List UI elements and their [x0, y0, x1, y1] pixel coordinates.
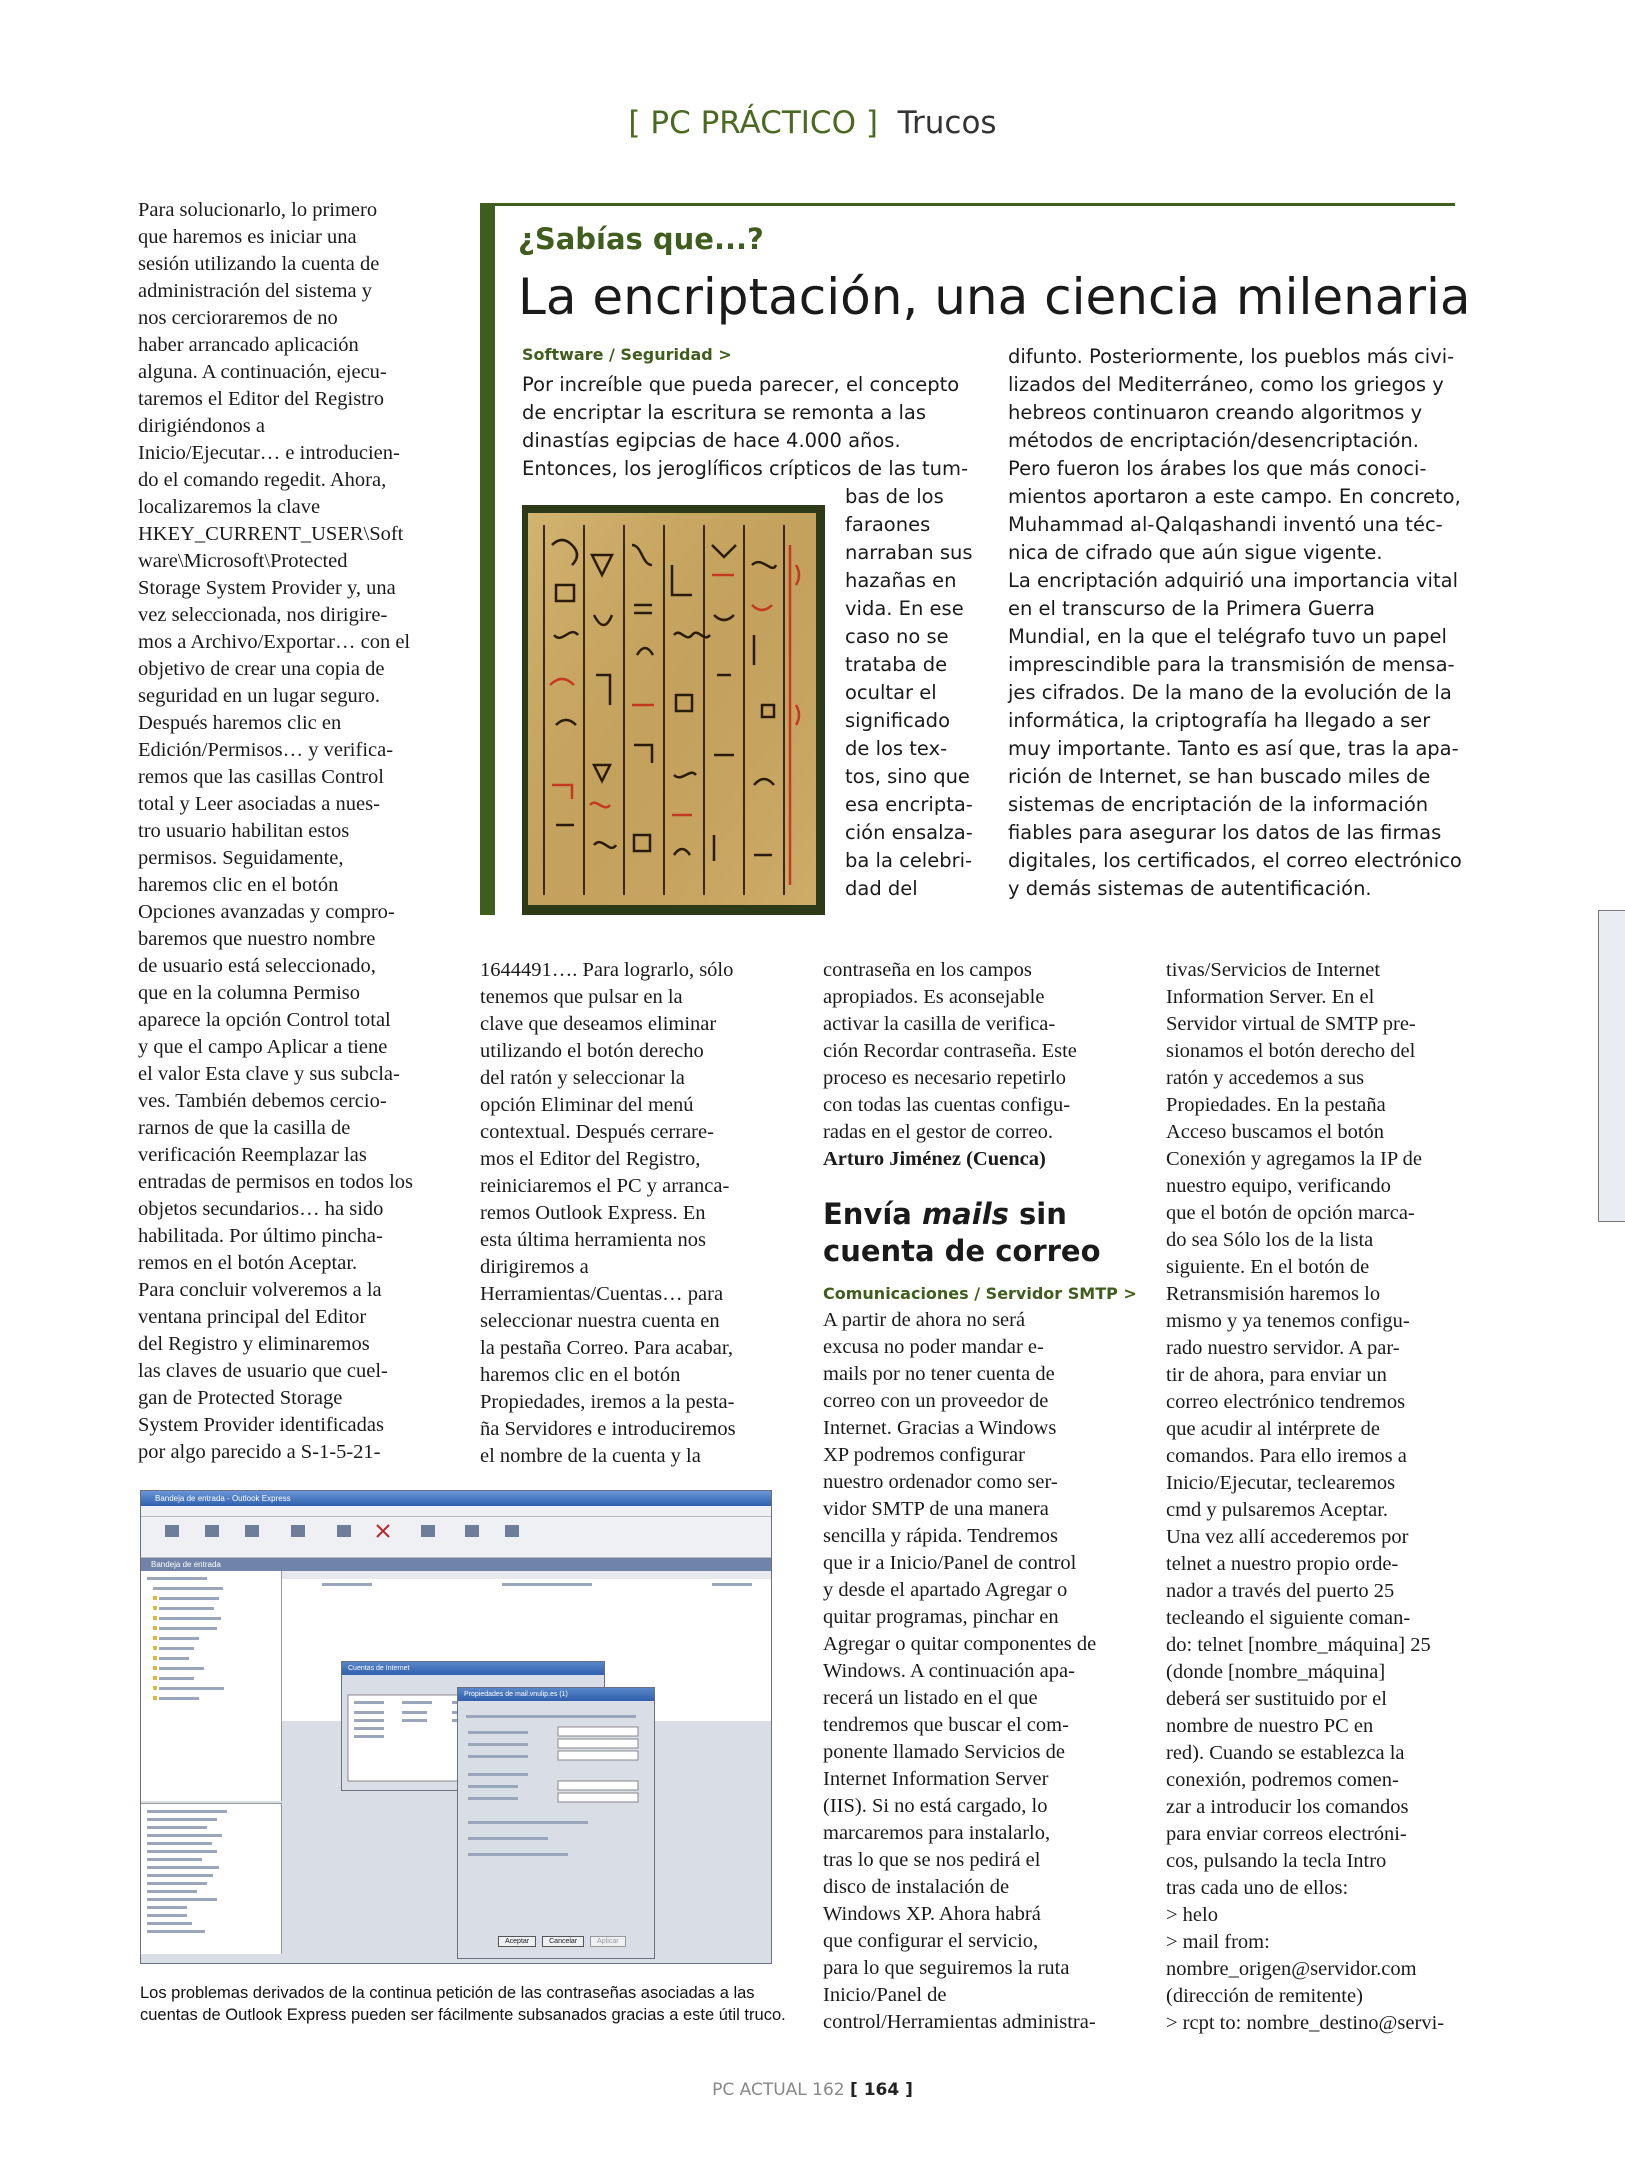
body-text-line: que el botón de opción marca-: [1166, 1202, 1415, 1224]
caption-line: cuentas de Outlook Express pueden ser fácilmente subsanados gracias a este útil truco.: [140, 2006, 786, 2024]
article2-title: [823, 1196, 1101, 1270]
body-text-line: quitar programas, pinchar en: [823, 1606, 1059, 1628]
body-text-line: nos cercioraremos de no: [138, 307, 338, 329]
body-text-line: Propiedades, iremos a la pesta-: [480, 1391, 735, 1413]
body-text-line: XP podremos configurar: [823, 1444, 1025, 1466]
body-text-line: control/Herramientas administra-: [823, 2011, 1096, 2033]
box-text-line: ocultar el: [845, 681, 937, 704]
body-text-line: gan de Protected Storage: [138, 1387, 343, 1409]
body-text-line: siguiente. En el botón de: [1166, 1256, 1370, 1278]
body-text-line: red). Cuando se establezca la: [1166, 1742, 1405, 1764]
body-text-line: nombre_origen@servidor.com: [1166, 1958, 1417, 1980]
body-text-line: con todas las cuentas configu-: [823, 1094, 1071, 1116]
box-text-line: rición de Internet, se han buscado miles de: [1008, 765, 1431, 788]
body-text-line: que acudir al intérprete de: [1166, 1418, 1380, 1440]
body-text-line: remos Outlook Express. En: [480, 1202, 706, 1224]
body-text-line: Después haremos clic en: [138, 712, 342, 734]
body-text-line: dirigiéndonos a: [138, 415, 265, 437]
hieroglyph-papyrus-picture: [522, 505, 825, 915]
magazine-issue: PC ACTUAL 162: [712, 2080, 845, 2100]
body-text-line: correo electrónico tendremos: [1166, 1391, 1406, 1413]
body-text-line: sencilla y rápida. Tendremos: [823, 1525, 1058, 1547]
body-text-line: excusa no poder mandar e-: [823, 1336, 1044, 1358]
box-text-line: de encriptar la escritura se remonta a las: [522, 401, 927, 424]
body-text-line: Inicio/Ejecutar, teclearemos: [1166, 1472, 1396, 1494]
papyrus-image: [522, 505, 825, 915]
body-text-line: del ratón y seleccionar la: [480, 1067, 685, 1089]
box-text-line: ba la celebri-: [845, 849, 973, 872]
body-text-line: Edición/Permisos… y verifica-: [138, 739, 394, 761]
box-text-line: difunto. Posteriormente, los pueblos más civi-: [1008, 345, 1455, 368]
body-text-line: Internet Information Server: [823, 1768, 1049, 1790]
box-text-line: esa encripta-: [845, 793, 973, 816]
body-text-line: Herramientas/Cuentas… para: [480, 1283, 724, 1305]
body-text-line: Inicio/Ejecutar… e introducien-: [138, 442, 400, 464]
properties-dialog: [457, 1687, 655, 1959]
body-text-line: que haremos es iniciar una: [138, 226, 357, 248]
body-text-line: ña Servidores e introduciremos: [480, 1418, 736, 1440]
body-text-line: ratón y accedemos a sus: [1166, 1067, 1365, 1089]
body-text-line: utilizando el botón derecho: [480, 1040, 704, 1062]
body-text-line: ponente llamado Servicios de: [823, 1741, 1065, 1763]
body-text-line: tro usuario habilitan estos: [138, 820, 350, 842]
box-tag: Software / Seguridad >: [522, 345, 732, 364]
caption-line: Los problemas derivados de la continua petición de las contraseñas asociadas a las: [140, 1984, 755, 2002]
body-text-line: el nombre de la cuenta y la: [480, 1445, 701, 1467]
adjacent-page-image-fragment: [1598, 910, 1625, 1222]
properties-dialog-title: Propiedades de mail.vnulip.es (1): [458, 1688, 654, 1701]
box-kicker: ¿Sabías que...?: [518, 222, 764, 256]
body-text-line: Conexión y agregamos la IP de: [1166, 1148, 1422, 1170]
body-text-line: (donde [nombre_máquina]: [1166, 1661, 1386, 1683]
article2-title-part-a: Envía: [823, 1197, 922, 1231]
box-text-line: caso no se: [845, 625, 949, 648]
box-text-line: Mundial, en la que el telégrafo tuvo un papel: [1008, 625, 1447, 648]
box-text-line: vida. En ese: [845, 597, 964, 620]
body-text-line: do: telnet [nombre_máquina] 25: [1166, 1634, 1431, 1656]
body-text-line: sionamos el botón derecho del: [1166, 1040, 1416, 1062]
properties-dialog-body: [458, 1701, 652, 1931]
body-text-line: nombre de nuestro PC en: [1166, 1715, 1374, 1737]
box-text-line: dinastías egipcias de hace 4.000 años.: [522, 429, 901, 452]
body-text-line: alguna. A continuación, ejecu-: [138, 361, 387, 383]
body-text-line: Storage System Provider y, una: [138, 577, 396, 599]
body-text-line: baremos que nuestro nombre: [138, 928, 376, 950]
body-text-line: Acceso buscamos el botón: [1166, 1121, 1385, 1143]
section-label: [ PC PRÁCTICO ]: [628, 105, 878, 141]
body-text-line: radas en el gestor de correo.: [823, 1121, 1053, 1143]
body-text-line: Information Server. En el: [1166, 986, 1375, 1008]
body-text-line: Para solucionarlo, lo primero: [138, 199, 378, 221]
author-credit: Arturo Jiménez (Cuenca): [823, 1148, 1046, 1170]
body-text-line: esta última herramienta nos: [480, 1229, 706, 1251]
body-text-line: del Registro y eliminaremos: [138, 1333, 370, 1355]
body-text-line: para lo que seguiremos la ruta: [823, 1957, 1070, 1979]
cancel-button[interactable]: Cancelar: [542, 1936, 584, 1947]
apply-button[interactable]: Aplicar: [590, 1936, 625, 1947]
body-text-line: Windows XP. Ahora habrá: [823, 1903, 1041, 1925]
body-text-line: (dirección de remitente): [1166, 1985, 1363, 2007]
left-column: [138, 197, 438, 1466]
screenshot-toolbar: [141, 1517, 771, 1558]
body-text-line: objetos secundarios… ha sido: [138, 1198, 384, 1220]
body-text-line: y desde el apartado Agregar o: [823, 1579, 1068, 1601]
box-top-rule: [480, 203, 1455, 206]
body-text-line: A partir de ahora no será: [823, 1309, 1026, 1331]
folder-tree: [141, 1571, 282, 1801]
body-text-line: Una vez allí accederemos por: [1166, 1526, 1409, 1548]
body-text-line: conexión, podremos comen-: [1166, 1769, 1399, 1791]
box-text-line: Muhammad al-Qalqashandi inventó una téc-: [1008, 513, 1443, 536]
body-text-line: haremos clic en el botón: [138, 874, 339, 896]
box-text-line: sistemas de encriptación de la información: [1008, 793, 1429, 816]
body-text-line: mos el Editor del Registro,: [480, 1148, 701, 1170]
subsection-label: Trucos: [897, 105, 997, 141]
body-text-line: nuestro ordenador como ser-: [823, 1471, 1058, 1493]
body-text-line: entradas de permisos en todos los: [138, 1171, 413, 1193]
box-text-line: informática, la criptografía ha llegado a ser: [1008, 709, 1431, 732]
box-text-line: Entonces, los jeroglíficos crípticos de las tum-: [522, 457, 968, 480]
body-text-line: mismo y ya tenemos configu-: [1166, 1310, 1410, 1332]
body-text-line: dirigiremos a: [480, 1256, 589, 1278]
box-text-line: en el transcurso de la Primera Guerra: [1008, 597, 1375, 620]
body-text-line: rarnos de que la casilla de: [138, 1117, 351, 1139]
body-text-line: y que el campo Aplicar a tiene: [138, 1036, 388, 1058]
body-text-line: haremos clic en el botón: [480, 1364, 681, 1386]
box-text-line: faraones: [845, 513, 931, 536]
box-text-line: hazañas en: [845, 569, 957, 592]
body-text-line: tendremos que buscar el com-: [823, 1714, 1069, 1736]
body-text-line: reiniciaremos el PC y arranca-: [480, 1175, 730, 1197]
body-text-line: permisos. Seguidamente,: [138, 847, 344, 869]
body-text-line: ware\Microsoft\Protected: [138, 550, 348, 572]
body-text-line: Opciones avanzadas y compro-: [138, 901, 395, 923]
article2-title-italic: mails: [921, 1197, 1009, 1231]
box-text-line: lizados del Mediterráneo, como los griegos y: [1008, 373, 1444, 396]
box-left-bar: [480, 203, 495, 915]
box-text-line: La encriptación adquirió una importancia vital: [1008, 569, 1458, 592]
body-text-line: tir de ahora, para enviar un: [1166, 1364, 1387, 1386]
body-text-line: proceso es necesario repetirlo: [823, 1067, 1067, 1089]
body-text-line: haber arrancado aplicación: [138, 334, 359, 356]
body-text-line: tenemos que pulsar en la: [480, 986, 683, 1008]
screenshot-menubar: [141, 1506, 771, 1517]
box-text-line: métodos de encriptación/desencriptación.: [1008, 429, 1419, 452]
body-text-line: mos a Archivo/Exportar… con el: [138, 631, 411, 653]
contacts-list: [141, 1803, 282, 1954]
body-text-line: aparece la opción Control total: [138, 1009, 391, 1031]
body-text-line: tras lo que se nos pedirá el: [823, 1849, 1041, 1871]
body-text-line: nador a través del puerto 25: [1166, 1580, 1395, 1602]
body-text-line: Windows. A continuación apa-: [823, 1660, 1075, 1682]
toolbar-icons: [141, 1517, 771, 1557]
body-text-line: telnet a nuestro propio orde-: [1166, 1553, 1399, 1575]
box-text-line: Por increíble que pueda parecer, el concepto: [522, 373, 960, 396]
body-text-line: do sea Sólo los de la lista: [1166, 1229, 1374, 1251]
article2-title-part-c: sin: [1008, 1197, 1067, 1231]
body-text-line: ves. También debemos cercio-: [138, 1090, 387, 1112]
body-text-line: clave que deseamos eliminar: [480, 1013, 717, 1035]
body-text-line: contextual. Después cerrare-: [480, 1121, 714, 1143]
box-title: La encriptación, una ciencia milenaria: [518, 268, 1471, 326]
box-text-line: muy importante. Tanto es así que, tras la apa-: [1008, 737, 1459, 760]
body-text-line: las claves de usuario que cuel-: [138, 1360, 388, 1382]
accept-button[interactable]: Aceptar: [498, 1936, 536, 1947]
column-3-bottom: [823, 1307, 1123, 2036]
body-text-line: Internet. Gracias a Windows: [823, 1417, 1057, 1439]
contacts-rows: [141, 1804, 281, 1954]
body-text-line: disco de instalación de: [823, 1876, 1010, 1898]
box-text-line: Pero fueron los árabes los que más conoci-: [1008, 457, 1427, 480]
body-text-line: System Provider identificadas: [138, 1414, 384, 1436]
body-text-line: > helo: [1166, 1904, 1218, 1926]
box-text-line: hebreos continuaron creando algoritmos y: [1008, 401, 1423, 424]
body-text-line: habilitada. Por último pincha-: [138, 1225, 383, 1247]
box-right-column: [1008, 343, 1462, 903]
article2-tag: Comunicaciones / Servidor SMTP >: [823, 1284, 1137, 1303]
page-number: [ 164 ]: [850, 2080, 913, 2100]
body-text-line: el valor Esta clave y sus subcla-: [138, 1063, 400, 1085]
body-text-line: correo con un proveedor de: [823, 1390, 1049, 1412]
body-text-line: nuestro equipo, verificando: [1166, 1175, 1391, 1197]
body-text-line: cmd y pulsaremos Aceptar.: [1166, 1499, 1389, 1521]
box-text-line: trataba de: [845, 653, 948, 676]
body-text-line: activar la casilla de verifica-: [823, 1013, 1056, 1035]
body-text-line: seleccionar nuestra cuenta en: [480, 1310, 720, 1332]
body-text-line: Servidor virtual de SMTP pre-: [1166, 1013, 1416, 1035]
body-text-line: ción Recordar contraseña. Este: [823, 1040, 1077, 1062]
body-text-line: > mail from:: [1166, 1931, 1270, 1953]
body-text-line: > rcpt to: nombre_destino@servi-: [1166, 2012, 1445, 2034]
body-text-line: localizaremos la clave: [138, 496, 321, 518]
body-text-line: remos en el botón Aceptar.: [138, 1252, 358, 1274]
box-text-line: imprescindible para la transmisión de mensa-: [1008, 653, 1455, 676]
body-text-line: apropiados. Es aconsejable: [823, 986, 1045, 1008]
body-text-line: Retransmisión haremos lo: [1166, 1283, 1381, 1305]
box-text-line: digitales, los certificados, el correo electrónico: [1008, 849, 1462, 872]
body-text-line: por algo parecido a S-1-5-21-: [138, 1441, 381, 1463]
outlook-screenshot: [140, 1490, 772, 1964]
body-text-line: Inicio/Panel de: [823, 1984, 947, 2006]
column-4: [1166, 957, 1466, 2037]
body-text-line: contraseña en los campos: [823, 959, 1032, 981]
box-text-line: fiables para asegurar los datos de las firmas: [1008, 821, 1442, 844]
body-text-line: marcaremos para instalarlo,: [823, 1822, 1051, 1844]
body-text-line: cos, pulsando la tecla Intro: [1166, 1850, 1387, 1872]
box-text-line: y demás sistemas de autentificación.: [1008, 877, 1372, 900]
body-text-line: para enviar correos electróni-: [1166, 1823, 1407, 1845]
body-text-line: remos que las casillas Control: [138, 766, 384, 788]
folder-list: [141, 1571, 281, 1801]
box-text-line: narraban sus: [845, 541, 973, 564]
body-text-line: que en la columna Permiso: [138, 982, 361, 1004]
body-text-line: vidor SMTP de una manera: [823, 1498, 1049, 1520]
body-text-line: la pestaña Correo. Para acabar,: [480, 1337, 734, 1359]
body-text-line: tras cada uno de ellos:: [1166, 1877, 1349, 1899]
body-text-line: taremos el Editor del Registro: [138, 388, 384, 410]
article2-title-line2: cuenta de correo: [823, 1234, 1101, 1268]
body-text-line: rado nuestro servidor. A par-: [1166, 1337, 1400, 1359]
screenshot-titlebar: Bandeja de entrada - Outlook Express: [141, 1491, 771, 1506]
box-text-line: nica de cifrado que aún sigue vigente.: [1008, 541, 1383, 564]
column-3-top: [823, 957, 1123, 1146]
body-text-line: objetivo de crear una copia de: [138, 658, 385, 680]
box-text-line: de los tex-: [845, 737, 948, 760]
body-text-line: comandos. Para ello iremos a: [1166, 1445, 1407, 1467]
box-narrow-column: [845, 483, 975, 903]
body-text-line: Propiedades. En la pestaña: [1166, 1094, 1386, 1116]
column-2: [480, 957, 780, 1470]
properties-dialog-buttons: [498, 1936, 626, 1947]
body-text-line: mails por no tener cuenta de: [823, 1363, 1055, 1385]
body-text-line: tecleando el siguiente coman-: [1166, 1607, 1411, 1629]
body-text-line: administración del sistema y: [138, 280, 372, 302]
body-text-line: Para concluir volveremos a la: [138, 1279, 382, 1301]
body-text-line: deberá ser sustituido por el: [1166, 1688, 1387, 1710]
body-text-line: sesión utilizando la cuenta de: [138, 253, 380, 275]
body-text-line: tivas/Servicios de Internet: [1166, 959, 1381, 981]
body-text-line: ventana principal del Editor: [138, 1306, 367, 1328]
body-text-line: 1644491…. Para lograrlo, sólo: [480, 959, 734, 981]
box-text-line: bas de los: [845, 485, 944, 508]
body-text-line: recerá un listado en el que: [823, 1687, 1038, 1709]
box-text-line: significado: [845, 709, 950, 732]
box-intro: [522, 371, 1002, 483]
body-text-line: verificación Reemplazar las: [138, 1144, 367, 1166]
body-text-line: que ir a Inicio/Panel de control: [823, 1552, 1077, 1574]
accounts-dialog-title: Cuentas de Internet: [342, 1662, 604, 1675]
body-text-line: seguridad en un lugar seguro.: [138, 685, 380, 707]
body-text-line: (IIS). Si no está cargado, lo: [823, 1795, 1048, 1817]
body-text-line: de usuario está seleccionado,: [138, 955, 376, 977]
box-text-line: ción ensalza-: [845, 821, 973, 844]
box-text-line: mientos aportaron a este campo. En concreto,: [1008, 485, 1461, 508]
page-footer: [0, 2080, 1625, 2100]
figure-caption: [140, 1982, 786, 2026]
body-text-line: total y Leer asociadas a nues-: [138, 793, 380, 815]
box-text-line: dad del: [845, 877, 918, 900]
body-text-line: que configurar el servicio,: [823, 1930, 1039, 1952]
body-text-line: Agregar o quitar componentes de: [823, 1633, 1097, 1655]
body-text-line: opción Eliminar del menú: [480, 1094, 694, 1116]
box-text-line: jes cifrados. De la mano de la evolución de la: [1008, 681, 1452, 704]
body-text-line: HKEY_CURRENT_USER\Soft: [138, 523, 404, 545]
running-header: [0, 105, 1625, 141]
box-text-line: tos, sino que: [845, 765, 970, 788]
body-text-line: vez seleccionada, nos dirigire-: [138, 604, 388, 626]
body-text-line: do el comando regedit. Ahora,: [138, 469, 387, 491]
folder-header: Bandeja de entrada: [141, 1558, 771, 1572]
body-text-line: zar a introducir los comandos: [1166, 1796, 1409, 1818]
